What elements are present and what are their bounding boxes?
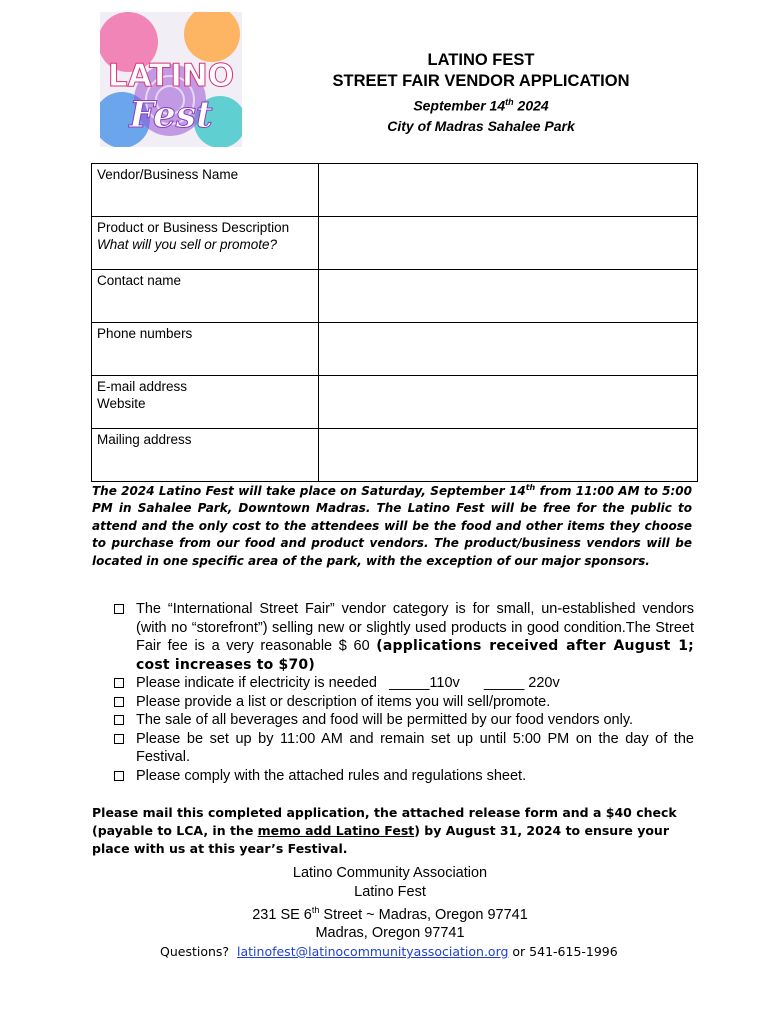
- checklist-item: Please provide a list or description of items you will sell/promote.: [114, 693, 694, 712]
- form-row-vendor-name: [92, 164, 698, 217]
- event-location: City of Madras Sahalee Park: [387, 117, 575, 134]
- street-address: 231 SE 6th Street ~ Madras, Oregon 97741: [252, 905, 528, 923]
- application-title: STREET FAIR VENDOR APPLICATION: [332, 72, 630, 90]
- checklist-item: Please be set up by 11:00 AM and remain set up until 5:00 PM on the day of the Festival.: [114, 730, 694, 767]
- logo-word-latino: LATINO: [107, 58, 235, 94]
- questions-label: Questions?: [160, 944, 230, 959]
- checkbox[interactable]: [114, 715, 124, 725]
- product-label: Product or Business Description What will you sell or promote?: [92, 217, 319, 270]
- form-row-email: [92, 376, 698, 429]
- contact-email-link[interactable]: latinofest@latinocommunityassociation.org: [237, 944, 509, 959]
- website-label: Website: [97, 396, 146, 411]
- checklist: [114, 600, 694, 785]
- form-row-product: [92, 217, 698, 270]
- event-description: The 2024 Latino Fest will take place on Saturday, September 14th from 11:00 AM to 5:00 PM in Sahalee Park, Downtown Madras. The Latino Fest will be free for the public to attend and the only cost to the attendees will be the food and other items they choose to purchase from our food and product vendors. The product/business vendors will be located in one specific area of the park, with the exception of our major sponsors.: [92, 483, 692, 568]
- mailing-label: Mailing address: [92, 429, 319, 482]
- email-website-field[interactable]: [319, 376, 698, 429]
- vendor-form-table: [91, 163, 698, 482]
- page-header: [300, 50, 662, 136]
- product-hint: What will you sell or promote?: [97, 237, 278, 252]
- event-title: LATINO FEST: [427, 51, 535, 69]
- contact-label: Contact name: [92, 270, 319, 323]
- form-row-mailing: [92, 429, 698, 482]
- checkbox[interactable]: [114, 678, 124, 688]
- phone-field[interactable]: [319, 323, 698, 376]
- memo-note: memo add Latino Fest: [257, 823, 415, 838]
- mailing-instructions: Please mail this completed application, the attached release form and a $40 check (payable to LCA, in the memo add Latino Fest) by August 31, 2024 to ensure your place with us at this year’s Festival.: [92, 805, 677, 856]
- questions-line: [160, 944, 640, 959]
- form-row-phone: [92, 323, 698, 376]
- phone-label: Phone numbers: [92, 323, 319, 376]
- contact-phone: or 541-615-1996: [512, 944, 618, 959]
- checklist-item: The “International Street Fair” vendor category is for small, un-established vendors (with no “storefront”) selling new or slightly used products in good condition.The Street Fair fee is a very reasonable $ 60 (applications received after August 1; cost increases to $70): [114, 600, 694, 674]
- checkbox[interactable]: [114, 697, 124, 707]
- org-name: Latino Community Association: [292, 865, 488, 881]
- contact-field[interactable]: [319, 270, 698, 323]
- event-name: Latino Fest: [354, 883, 426, 900]
- association-address: [190, 864, 590, 943]
- latino-fest-logo: [100, 12, 242, 147]
- mailing-field[interactable]: [319, 429, 698, 482]
- email-label: E-mail address Website: [92, 376, 319, 429]
- checkbox[interactable]: [114, 604, 124, 614]
- checkbox[interactable]: [114, 771, 124, 781]
- checklist-item: Please indicate if electricity is needed _____110v _____ 220v: [114, 674, 694, 693]
- product-field[interactable]: [319, 217, 698, 270]
- city-line: Madras, Oregon 97741: [315, 925, 465, 942]
- checkbox[interactable]: [114, 734, 124, 744]
- checklist-item: The sale of all beverages and food will be permitted by our food vendors only.: [114, 711, 694, 730]
- form-row-contact: [92, 270, 698, 323]
- event-date: September 14th 2024: [413, 97, 549, 114]
- logo-word-fest: Fest: [129, 94, 213, 136]
- vendor-name-field[interactable]: [319, 164, 698, 217]
- checklist-item: Please comply with the attached rules and regulations sheet.: [114, 767, 694, 786]
- vendor-name-label: Vendor/Business Name: [92, 164, 319, 217]
